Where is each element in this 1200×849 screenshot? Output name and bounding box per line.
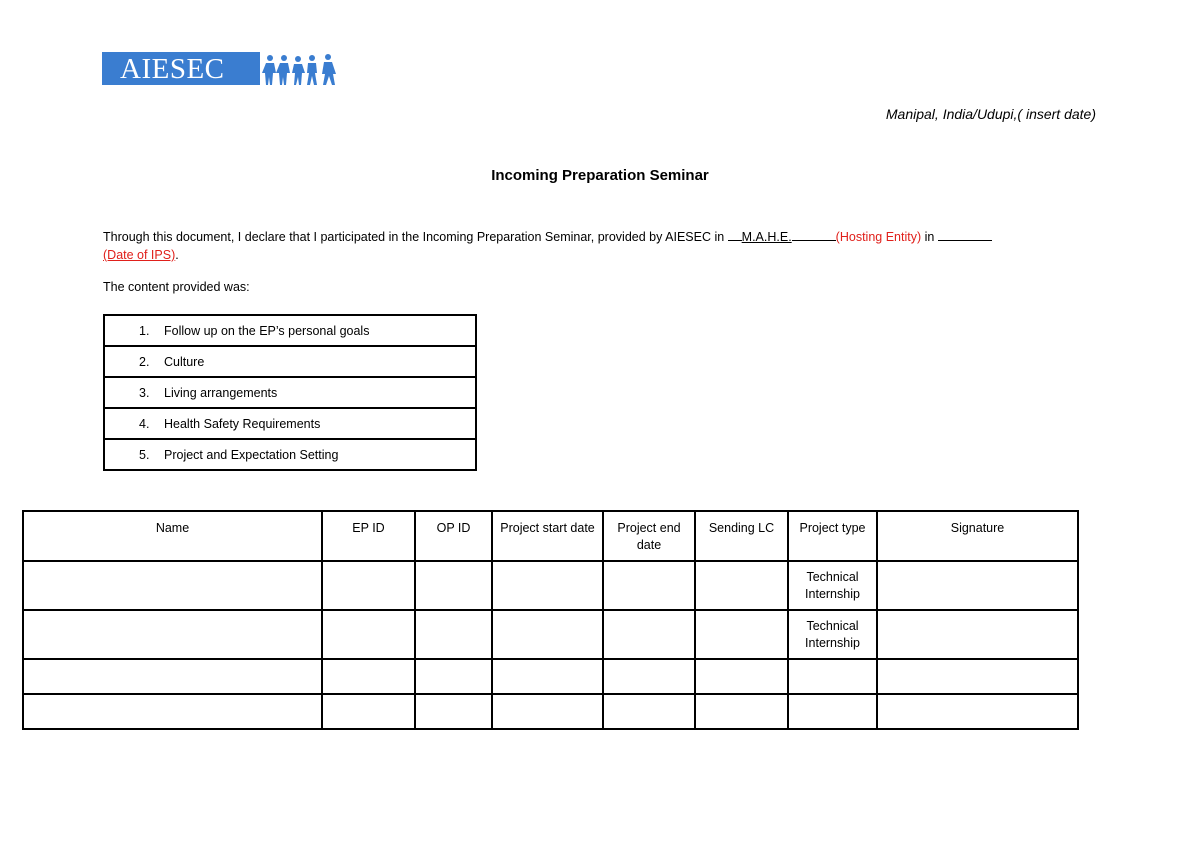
column-header-name: Name	[23, 511, 322, 561]
list-item-label: Culture	[164, 354, 205, 369]
table-cell[interactable]	[695, 561, 788, 610]
list-item	[104, 346, 476, 377]
aiesec-logo	[102, 52, 342, 88]
table-cell[interactable]	[603, 561, 695, 610]
table-cell[interactable]	[695, 610, 788, 659]
table-cell[interactable]	[415, 610, 492, 659]
table-cell[interactable]	[877, 610, 1078, 659]
table-cell[interactable]	[322, 561, 415, 610]
list-item	[104, 408, 476, 439]
blank-line	[792, 228, 836, 241]
column-header-op-id: OP ID	[415, 511, 492, 561]
table-cell[interactable]	[877, 561, 1078, 610]
list-item-label: Health Safety Requirements	[164, 416, 321, 431]
column-header-project-type: Project type	[788, 511, 877, 561]
table-cell[interactable]	[415, 561, 492, 610]
table-cell[interactable]	[415, 694, 492, 729]
table-cell[interactable]	[23, 610, 322, 659]
table-cell[interactable]	[492, 659, 603, 694]
list-item-number: 5.	[139, 447, 150, 462]
table-cell[interactable]	[23, 659, 322, 694]
hosting-entity-hint: (Hosting Entity)	[835, 230, 922, 244]
page-title: Incoming Preparation Seminar	[491, 167, 709, 184]
list-item-label: Project and Expectation Setting	[164, 447, 339, 462]
table-row	[23, 694, 1078, 729]
list-item	[104, 315, 476, 346]
table-row	[23, 610, 1078, 659]
list-item-number: 4.	[139, 416, 150, 431]
table-cell[interactable]	[322, 659, 415, 694]
table-cell[interactable]	[415, 659, 492, 694]
table-cell[interactable]	[603, 610, 695, 659]
list-item-number: 3.	[139, 385, 150, 400]
table-cell[interactable]	[695, 694, 788, 729]
table-cell[interactable]	[492, 561, 603, 610]
list-item-number: 1.	[139, 323, 150, 338]
list-item	[104, 439, 476, 470]
table-cell[interactable]	[322, 694, 415, 729]
table-cell[interactable]: Technical Internship	[788, 610, 877, 659]
table-cell[interactable]	[492, 694, 603, 729]
date-blank-line	[938, 228, 992, 241]
date-of-ips-hint: (Date of IPS)	[103, 248, 176, 262]
blank-line	[728, 228, 742, 241]
content-list	[103, 314, 477, 471]
list-item	[104, 377, 476, 408]
table-row	[23, 659, 1078, 694]
table-cell[interactable]	[695, 659, 788, 694]
table-cell[interactable]	[492, 610, 603, 659]
table-cell[interactable]	[788, 659, 877, 694]
table-cell[interactable]	[322, 610, 415, 659]
hosting-entity-value: M.A.H.E.	[741, 230, 792, 244]
list-item-label: Follow up on the EP’s personal goals	[164, 323, 370, 338]
table-header-row	[23, 511, 1078, 561]
declaration-end: .	[175, 248, 179, 262]
logo-box	[102, 52, 260, 85]
logo-text: AIESEC	[120, 53, 225, 85]
column-header-signature: Signature	[877, 511, 1078, 561]
table-cell[interactable]	[603, 659, 695, 694]
declaration-text: Through this document, I declare that I participated in the Incoming Preparation Seminar, provided by AIESEC in	[103, 230, 728, 244]
list-item-number: 2.	[139, 354, 150, 369]
table-row	[23, 561, 1078, 610]
table-cell[interactable]	[23, 694, 322, 729]
table-cell[interactable]	[877, 694, 1078, 729]
column-header-project-end-date: Project end date	[603, 511, 695, 561]
table-cell[interactable]	[603, 694, 695, 729]
table-cell[interactable]	[23, 561, 322, 610]
column-header-ep-id: EP ID	[322, 511, 415, 561]
content-label: The content provided was:	[103, 280, 250, 294]
people-figures-icon	[262, 52, 340, 86]
table-cell[interactable]: Technical Internship	[788, 561, 877, 610]
declaration-paragraph	[103, 228, 1103, 264]
table-cell[interactable]	[877, 659, 1078, 694]
in-text: in	[921, 230, 938, 244]
list-item-label: Living arrangements	[164, 385, 278, 400]
place-date: Manipal, India/Udupi,( insert date)	[885, 106, 1096, 122]
table-cell[interactable]	[788, 694, 877, 729]
column-header-project-start-date: Project start date	[492, 511, 603, 561]
column-header-sending-lc: Sending LC	[695, 511, 788, 561]
participants-table	[22, 510, 1079, 730]
